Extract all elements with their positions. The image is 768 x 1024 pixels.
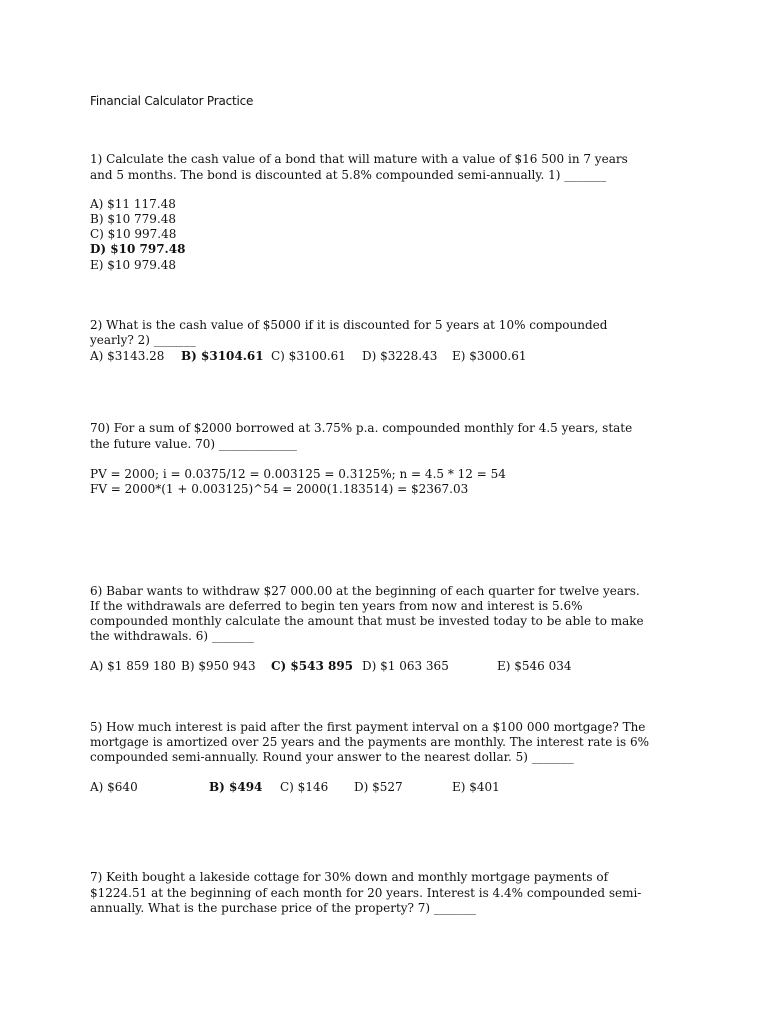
answer-option-c: C) $3100.61 — [271, 349, 346, 363]
answer-option-d: D) $1 063 365 — [362, 659, 449, 673]
answer-option-b: B) $3104.61 — [181, 349, 264, 363]
answer-option-e: E) $3000.61 — [452, 349, 527, 363]
answer-option-c: C) $10 997.48 — [90, 227, 177, 241]
question-text: annually. What is the purchase price of the property? 7) _______ — [90, 901, 476, 915]
answer-option-b: B) $10 779.48 — [90, 212, 177, 226]
question-text: 6) Babar wants to withdraw $27 000.00 at the beginning of each quarter for twelve years. — [90, 584, 640, 598]
answer-option-e: E) $401 — [452, 780, 500, 794]
answer-option-a: A) $3143.28 — [90, 349, 165, 363]
answer-option-d: D) $10 797.48 — [90, 242, 186, 256]
question-text: 2) What is the cash value of $5000 if it is discounted for 5 years at 10% compounded — [90, 318, 608, 332]
answer-option-b: B) $950 943 — [181, 659, 256, 673]
question-text: compounded monthly calculate the amount that must be invested today to be able to make — [90, 614, 644, 628]
question-text: the withdrawals. 6) _______ — [90, 629, 254, 643]
answer-option-d: D) $3228.43 — [362, 349, 438, 363]
page-title: Financial Calculator Practice — [90, 94, 254, 108]
question-text: and 5 months. The bond is discounted at 5.8% compounded semi-annually. 1) _______ — [90, 168, 607, 182]
question-text: mortgage is amortized over 25 years and the payments are monthly. The interest rate is 6% — [90, 735, 650, 749]
answer-option-a: A) $1 859 180 — [90, 659, 176, 673]
answer-option-a: A) $640 — [90, 780, 138, 794]
question-text: 1) Calculate the cash value of a bond that will mature with a value of $16 500 in 7 years — [90, 152, 628, 166]
question-text: If the withdrawals are deferred to begin ten years from now and interest is 5.6% — [90, 599, 583, 613]
question-text: yearly? 2) _______ — [90, 333, 196, 347]
question-text: the future value. 70) _____________ — [90, 437, 297, 451]
question-text: $1224.51 at the beginning of each month for 20 years. Interest is 4.4% compounded semi- — [90, 886, 642, 900]
answer-option-d: D) $527 — [354, 780, 403, 794]
answer-option-e: E) $10 979.48 — [90, 258, 176, 272]
answer-option-e: E) $546 034 — [497, 659, 572, 673]
worked-solution-line: FV = 2000*(1 + 0.003125)^54 = 2000(1.183514) = $2367.03 — [90, 482, 469, 496]
answer-option-b: B) $494 — [209, 780, 263, 794]
answer-option-c: C) $543 895 — [271, 659, 354, 673]
question-text: 70) For a sum of $2000 borrowed at 3.75% p.a. compounded monthly for 4.5 years, state — [90, 421, 633, 435]
answer-option-a: A) $11 117.48 — [90, 197, 176, 211]
question-text: 5) How much interest is paid after the first payment interval on a $100 000 mortgage? The — [90, 720, 646, 734]
worked-solution-line: PV = 2000; i = 0.0375/12 = 0.003125 = 0.3125%; n = 4.5 * 12 = 54 — [90, 467, 506, 481]
question-text: compounded semi-annually. Round your answer to the nearest dollar. 5) _______ — [90, 750, 574, 764]
question-text: 7) Keith bought a lakeside cottage for 30% down and monthly mortgage payments of — [90, 870, 609, 884]
answer-option-c: C) $146 — [280, 780, 329, 794]
